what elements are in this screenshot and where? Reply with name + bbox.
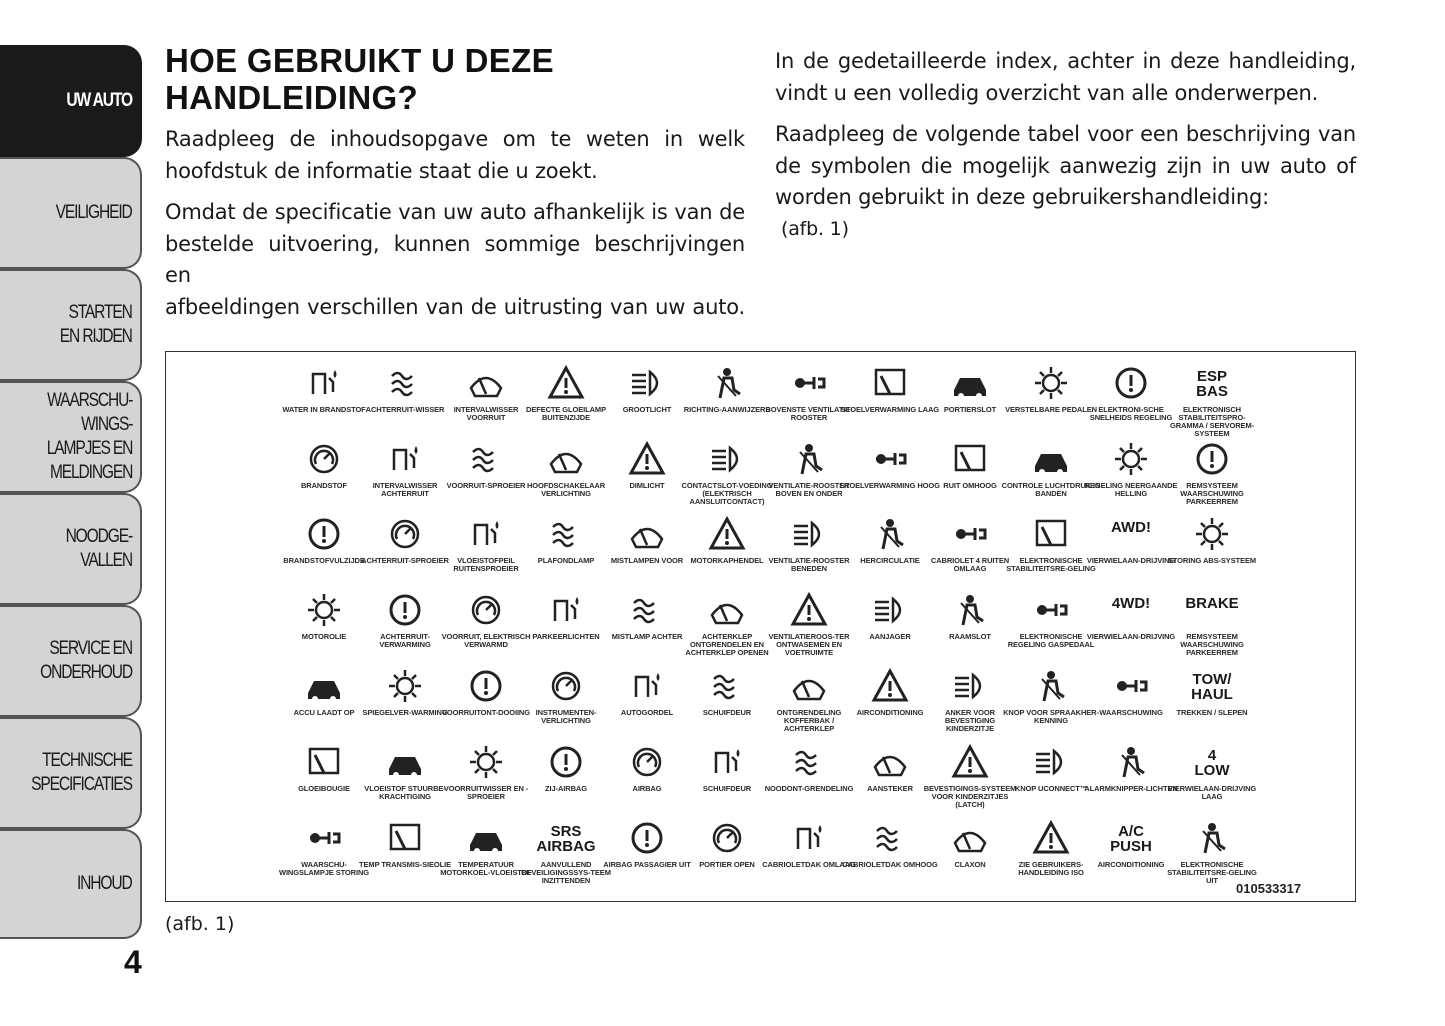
symbol-label: CABRIOLETDAK OMHOOG [842,860,938,869]
symbol-glyph [1032,364,1070,402]
symbol-glyph [386,440,424,478]
symbol-glyph [871,440,909,478]
symbol-label: VENTILATIE-ROOSTER BOVEN EN ONDER [768,481,850,498]
text-line: vindt u een volledig overzicht van alle onderwerpen. [775,80,1319,105]
symbol-glyph [386,364,424,402]
symbol-label: RICHTING-AANWIJZERS [683,405,771,414]
symbol-label: REMSYSTEEM WAARSCHUWING PARKEERREM [1180,481,1244,506]
symbol-label: BOVENSTE VENTILATIE-ROOSTER [765,405,853,422]
symbol-label: VOORRUITONT-DOOIING [442,708,530,717]
text-line: afbeeldingen verschillen van de uitrusting van uw auto. [165,294,745,319]
tab-label: VEILIGHEID [56,202,132,223]
text-line: hoofdstuk de informatie staat die u zoekt. [165,158,598,183]
symbol-glyph [1032,819,1070,857]
symbol-text: ESP BAS [1196,368,1228,400]
symbol-glyph [467,364,505,402]
symbol-label: STORING ABS-SYSTEEM [1167,556,1257,565]
symbol-label: ELEKTRONISCHE STABILITEITSRE-GELING [1006,556,1096,573]
symbol-glyph [547,667,585,705]
symbol-glyph [790,743,828,781]
symbol-label: ALARMKNIPPER-LICHTEN [1084,784,1178,793]
symbol-label: CABRIOLET 4 RUITEN OMLAAG [930,556,1010,573]
symbol-glyph [1032,743,1070,781]
symbol-label: BRANDSTOF [300,481,348,490]
symbol-glyph [386,515,424,553]
symbol-glyph [386,819,424,857]
tab-inhoud[interactable] [0,829,142,939]
symbol-label: STOELVERWARMING HOOG [840,481,940,490]
symbol-label: GROOTLICHT [622,405,672,414]
symbol-label: DEFECTE GLOEILAMP BUITENZIJDE [526,405,606,422]
tab-uw-auto[interactable] [0,45,142,157]
symbol-label: AANJAGER [869,632,911,641]
symbol-label: HOOFDSCHAKELAAR VERLICHTING [526,481,606,498]
symbol-label: KNOP VOOR SPRAAKHER-KENNING [1003,708,1099,725]
tab-label: SERVICE EN ONDERHOUD [40,638,132,683]
symbol-glyph [1193,515,1231,553]
symbol-label: MOTORKAPHENDEL [690,556,764,565]
symbol-glyph [386,743,424,781]
symbol-glyph [547,364,585,402]
symbol-glyph [951,440,989,478]
symbol-glyph [951,819,989,857]
symbol-glyph [871,515,909,553]
symbol-glyph [790,364,828,402]
symbol-glyph [1193,819,1231,857]
symbol-label: VOORRUIT, ELEKTRISCH VERWARMD [441,632,531,649]
symbol-glyph [790,667,828,705]
symbol-label: WATER IN BRANDSTOF [282,405,366,414]
tab-label: UW AUTO [66,90,132,111]
symbol-glyph [790,819,828,857]
symbol-label: AUTOGORDEL [620,708,674,717]
symbol-label: SCHUIFDEUR [702,784,752,793]
symbol-label: VERSTELBARE PEDALEN [1005,405,1097,414]
symbol-glyph [1112,743,1150,781]
symbol-label: MOTOROLIE [301,632,347,641]
symbol-text: SRS AIRBAG [536,823,596,855]
symbol-label: PARKEERLICHTEN [532,632,600,641]
stability-off-icon [1162,819,1262,895]
symbol-glyph [1032,515,1070,553]
abs-icon [1162,515,1262,591]
symbol-glyph [790,591,828,629]
symbol-label: RAAMSLOT [949,632,991,641]
symbol-glyph [951,515,989,553]
symbol-label: VIERWIELAAN-DRIJVING [1086,556,1176,565]
text-line: Raadpleeg de inhoudsopgave om te weten in welk [165,127,745,151]
symbol-glyph [1193,440,1231,478]
page-number: 4 [124,944,142,980]
symbol-glyph [790,440,828,478]
parking-brake-warning-icon [1162,440,1262,516]
symbol-glyph [1112,364,1150,402]
text-line: de symbolen die mogelijk aanwezig zijn in uw auto of [775,153,1356,178]
symbol-glyph [871,667,909,705]
symbol-label: CONTACTSLOT-VOEDING (ELEKTRISCH AANSLUITCONTACT) [681,481,773,506]
tab-label: STARTEN EN RIJDEN [60,302,132,347]
symbol-text: 4WD! [1111,595,1151,612]
tab-starten-en-rijden[interactable] [0,269,142,381]
symbol-label: KNOP UCONNECT™ [1014,784,1088,793]
symbol-label: ACHTERKLEP ONTGRENDELEN EN ACHTERKLEP OPENEN [685,632,769,657]
symbol-label: MISTLAMP ACHTER [611,632,683,641]
symbol-label: DIMLICHT [629,481,665,490]
symbol-glyph [467,440,505,478]
symbol-label: INTERVALWISSER VOORRUIT [453,405,519,422]
symbol-glyph [547,515,585,553]
brake-text-icon [1162,591,1262,667]
symbol-label: SCHUIFDEUR [702,708,752,717]
symbol-label: INTERVALWISSER ACHTERRUIT [372,481,438,498]
symbol-label: CABRIOLETDAK OMLAAG [762,860,856,869]
symbol-glyph [467,743,505,781]
symbol-label: ACHTERRUIT-VERWARMING [379,632,431,649]
symbol-text: AWD! [1111,519,1151,536]
symbol-label: AANVULLEND BEVEILIGINGSSYS-TEEM INZITTENDEN [521,860,611,885]
symbol-glyph [305,667,343,705]
symbol-glyph [1112,440,1150,478]
symbol-glyph [305,591,343,629]
symbol-glyph [1032,667,1070,705]
symbol-glyph [305,515,343,553]
symbol-glyph [386,667,424,705]
symbol-label: MISTLAMPEN VOOR [610,556,684,565]
tab-label: NOODGE- VALLEN [65,526,132,571]
symbol-label: ELEKTRONI-SCHE SNELHEIDS REGELING [1089,405,1173,422]
symbol-glyph [790,515,828,553]
symbol-text: 4 LOW [1194,747,1230,779]
symbol-label: PLAFONDLAMP [537,556,595,565]
symbol-glyph [628,515,666,553]
symbol-glyph [871,819,909,857]
symbol-glyph [386,591,424,629]
symbol-glyph [628,591,666,629]
index-paragraph [775,46,1356,109]
symbol-glyph [547,440,585,478]
symbol-glyph [871,364,909,402]
symbol-label: RUIT OMHOOG [943,481,997,490]
tab-label: INHOUD [77,873,132,894]
symbol-label: HERCIRCULATIE [860,556,920,565]
symbol-label: VENTILATIE-ROOSTER BENEDEN [768,556,850,573]
symbol-label: ZIJ-AIRBAG [545,784,587,793]
symbol-label: AIRCONDITIONING [1097,860,1165,869]
symbol-glyph [467,667,505,705]
text-line: In de gedetailleerde index, achter in deze handleiding, [775,49,1356,73]
figure-reference: (afb. 1) [781,217,849,240]
symbol-glyph [871,591,909,629]
tab-technische-specificaties[interactable] [0,717,142,829]
symbol-glyph [467,591,505,629]
symbol-glyph [467,515,505,553]
symbol-label: VENTILATIEROOS-TER ONTWASEMEN EN VOETRUIMTE [768,632,850,657]
symbol-glyph [628,667,666,705]
text-line: Raadpleeg de volgende tabel voor een beschrijving van [775,122,1356,146]
tab-label: WAARSCHU- WINGS- LAMPJES EN MELDINGEN [46,390,133,483]
symbol-label: AIRBAG [632,784,662,793]
symbol-text: A/C PUSH [1110,823,1152,855]
text-line: Omdat de specificatie van uw auto afhankelijk is van de [165,200,745,224]
symbol-label: VOORRUIT-SPROEIER [446,481,526,490]
figure-code: 010533317 [1236,881,1302,896]
4low-icon [1162,743,1262,819]
tow-haul-icon [1162,667,1262,743]
symbol-label: TEMPERATUUR MOTORKOEL-VLOEISTOF [440,860,532,877]
symbol-glyph [1032,440,1070,478]
symbol-glyph [305,440,343,478]
symbol-label: ZIE GEBRUIKERS-HANDLEIDING ISO [1018,860,1084,877]
symbol-label: ACHTERRUIT-SPROEIER [361,556,449,565]
symbol-label: VIERWIELAAN-DRIJVING LAAG [1167,784,1257,801]
symbol-glyph [708,440,746,478]
symbol-label: TEMP TRANSMIS-SIEOLIE [359,860,451,869]
symbol-glyph [951,667,989,705]
symbol-label: AIRCONDITIONING [856,708,924,717]
tab-veiligheid[interactable] [0,157,142,269]
symbol-glyph [871,743,909,781]
symbol-label: BEVESTIGINGS-SYSTEEM VOOR KINDERZITJES (LATCH) [923,784,1017,809]
symbol-glyph [951,743,989,781]
tab-service-en-onderhoud[interactable] [0,605,142,717]
symbol-glyph [708,364,746,402]
symbol-glyph [305,364,343,402]
symbol-label: INSTRUMENTEN-VERLICHTING [535,708,597,725]
symbol-label: ELEKTRONISCHE STABILITEITSRE-GELING UIT [1167,860,1257,885]
symbol-glyph [1112,667,1150,705]
symbol-label: PORTIERSLOT [943,405,997,414]
figure-caption: (afb. 1) [165,913,235,935]
tab-noodgevallen[interactable] [0,493,142,605]
symbol-text: BRAKE [1185,595,1239,612]
symbol-glyph [467,819,505,857]
symbols-paragraph [775,119,1356,245]
symbol-label: GLOEIBOUGIE [298,784,350,793]
symbol-glyph [547,743,585,781]
symbol-label: TREKKEN / SLEPEN [1176,708,1248,717]
symbol-label: ONTGRENDELING KOFFERBAK / ACHTERKLEP [776,708,842,733]
symbol-glyph [708,591,746,629]
symbol-glyph [628,819,666,857]
symbol-label: ELEKTRONISCH STABILITEITSPRO-GRAMMA / SERVOREM-SYSTEEM [1169,405,1255,438]
symbol-label: STOELVERWARMING LAAG [840,405,939,414]
symbol-glyph [547,591,585,629]
symbol-glyph [708,515,746,553]
symbol-glyph [305,819,343,857]
symbol-glyph [628,364,666,402]
symbol-glyph [628,440,666,478]
symbol-label: REMSYSTEEM WAARSCHUWING PARKEERREM [1180,632,1244,657]
symbol-glyph [305,743,343,781]
tab-label: TECHNISCHE SPECIFICATIES [31,750,132,795]
symbol-label: VOORRUITWISSER EN -SPROEIER [443,784,529,801]
symbol-label: ACHTERRUIT-WISSER [365,405,445,414]
symbol-glyph [708,819,746,857]
symbol-label: REGELING NEERGAANDE HELLING [1084,481,1178,498]
intro-paragraph [165,124,745,187]
symbol-label: ELEKTRONISCHE REGELING GASPEDAAL [1007,632,1095,649]
symbol-label: NOODONT-GRENDELING [764,784,854,793]
symbol-label: WAARSCHUWING [1099,708,1163,717]
symbol-glyph [708,667,746,705]
symbol-text: TOW/ HAUL [1191,671,1233,703]
esp-bas-icon [1162,364,1262,440]
text-line: worden gebruikt in deze gebruikershandleiding: [775,185,1269,209]
symbol-label: ACCU LAADT OP [293,708,355,717]
symbol-label: VLOEISTOF STUURBE-KRACHTIGING [364,784,446,801]
symbol-label: VIERWIELAAN-DRIJVING [1086,632,1176,641]
symbols-figure [165,351,1356,902]
symbol-glyph [628,743,666,781]
symbol-glyph [951,364,989,402]
symbol-label: ANKER VOOR BEVESTIGING KINDERZITJE [944,708,996,733]
tab-waarschuwingslampjes[interactable] [0,381,142,493]
symbol-glyph [951,591,989,629]
symbol-glyph [1032,591,1070,629]
symbol-label: CLAXON [954,860,986,869]
symbol-glyph [708,743,746,781]
text-line: bestelde uitvoering, kunnen sommige beschrijvingen en [165,231,745,287]
symbol-label: WAARSCHU-WINGSLAMPJE STORING [278,860,370,877]
specification-paragraph [165,197,745,323]
symbol-label: PORTIER OPEN [699,860,755,869]
symbol-label: VLOEISTOFPEIL RUITENSPROEIER [453,556,519,573]
symbol-label: AIRBAG PASSAGIER UIT [603,860,691,869]
symbol-label: BRANDSTOFVULZIJDE [283,556,365,565]
symbol-label: CONTROLE LUCHTDRUK IN BANDEN [1001,481,1101,498]
symbol-label: SPIEGELVER-WARMING [362,708,448,717]
page-title: HOE GEBRUIKT U DEZE HANDLEIDING? [165,42,554,116]
symbol-label: AANSTEKER [867,784,913,793]
